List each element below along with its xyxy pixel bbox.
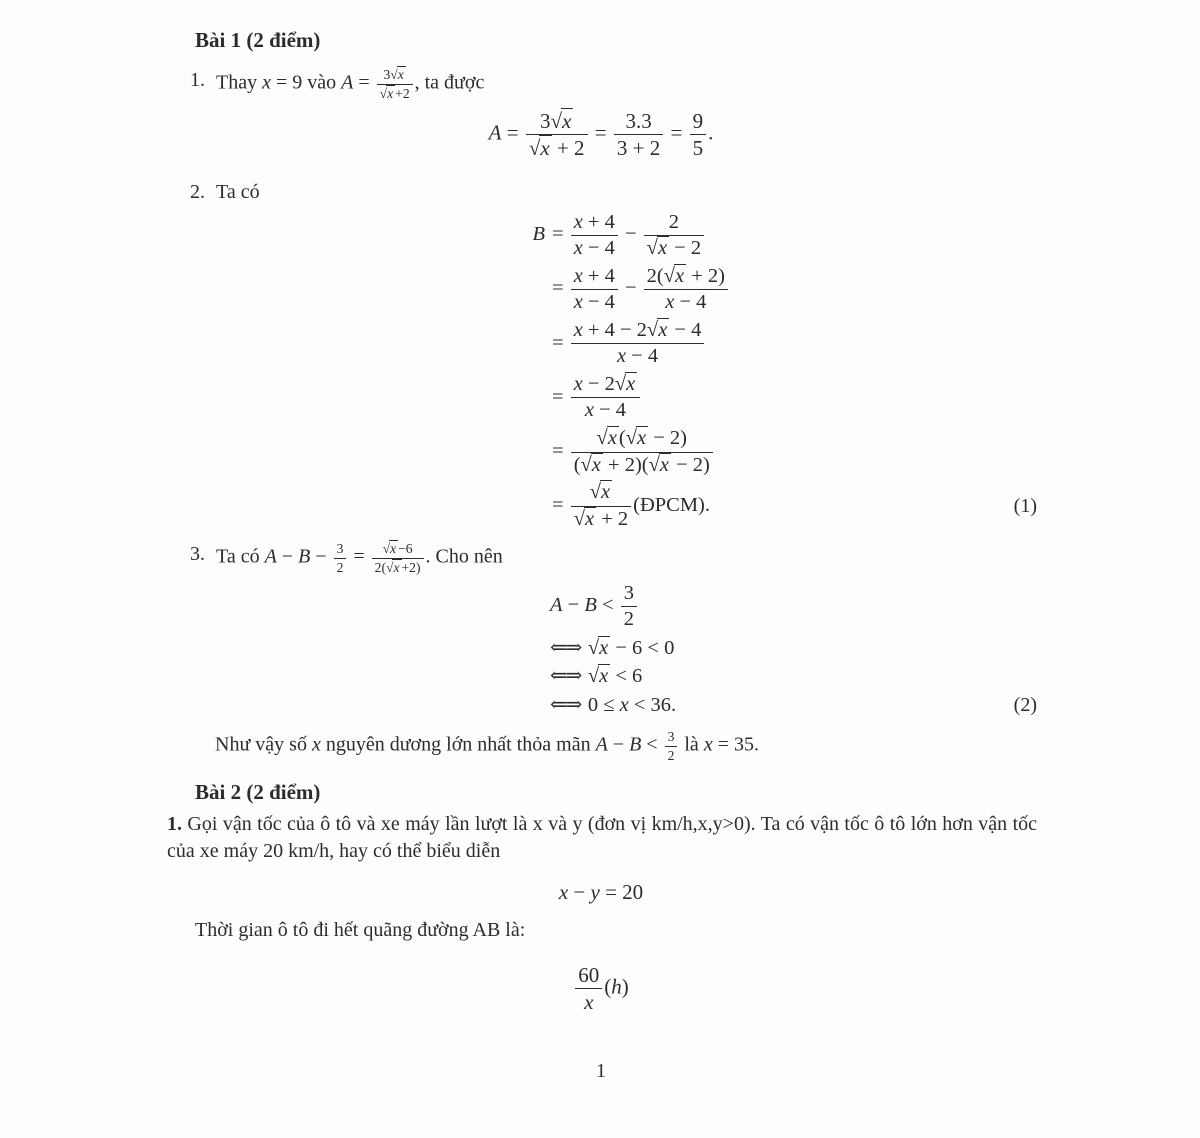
equation-row [523,427,1037,477]
equation-row [550,582,1037,632]
list-item-text: Thay x = 9 vào A = $\frac{3√x}{√x +2}$ , ta được [216,67,485,101]
sqrt-expression: √x [596,427,617,450]
sqrt-expression: √x [573,507,595,530]
equation-rhs: ⇐⇒ √x − 6 < 0 [550,636,675,659]
conclusion-sentence: Như vậy số x nguyên dương lớn nhất thỏa mãn A − B < $\frac{3}{2}$ là x = 35. [215,729,759,764]
equation-rhs: A − B < $\frac{3}{2}$ [550,594,639,616]
equation-row [550,693,1037,718]
equation-rhs: ⇐⇒ √x < 6 [550,665,643,688]
sqrt-expression: √x [587,636,609,659]
equation-rhs: ⇐⇒ 0 ≤ x < 36. [550,693,677,716]
fraction: $\frac{x + 4 - 2√x - 4}{x - 4}$ [571,319,705,369]
sqrt-expression: √x [580,453,601,476]
iff-arrow: ⇐⇒ [550,636,581,659]
radical-sign: √ [587,636,600,659]
radical-sign: √ [625,427,638,450]
radical-sign: √ [646,237,658,260]
list-item-text: Ta có [216,180,260,203]
aligned-inequality-block [550,582,1037,718]
sqrt-expression: √x [379,85,394,101]
iff-arrow: ⇐⇒ [550,693,581,716]
equation-row [523,319,1037,369]
sqrt-expression: √x [625,427,647,450]
sqrt-expression: √x [646,318,668,341]
fraction: $\frac{3.3}{3 + 2}$ [614,109,663,160]
equation-rhs: = $\frac{√x}{√x + 2}$ (ĐPCM). [552,481,711,530]
radical-sign: √ [382,541,391,557]
fraction: $\frac{x + 4}{x - 4}$ [571,265,618,315]
equation-row [550,636,1037,661]
display-equation-A: A = $\frac{3√x}{√x + 2}$ = $\frac{3.3}{3 + 2}$ = $\frac{9}{5}$ . [488,109,714,161]
equation-rhs: = $\frac{x + 4}{x - 4}$ − $\frac{2}{√x - 2}$ [552,223,706,245]
sqrt-expression: √x [648,453,669,476]
list-item-marker: 2. [190,180,205,203]
equation-rhs: = $\frac{√x(√x - 2)}{(√x + 2)(√x - 2)}$ [552,440,715,462]
paragraph-time: Thời gian ô tô đi hết quãng đường AB là: [195,919,526,942]
list-item-text: Ta có A − B − $\frac{3}{2}$ = $\frac{√x -6}{2(√x +2)}$ . Cho nên [216,541,503,575]
fraction: $\frac{3}{2}$ [621,582,637,632]
fraction: $\frac{60}{x}$ [575,963,602,1014]
sqrt-expression: √x [382,541,397,557]
equation-rhs: = $\frac{x + 4}{x - 4}$ − $\frac{2(√x + 2)}{x - 4}$ [552,277,730,299]
sqrt-expression: √x [390,67,404,82]
section-title-bai1: Bài 1 (2 điểm) [195,28,321,52]
list-item-marker: 3. [190,543,205,566]
radical-sign: √ [550,109,563,134]
sqrt-expression: √x [614,372,636,395]
sqrt-expression: √x [385,559,400,575]
fraction: $\frac{3}{2}$ [665,729,678,763]
radical-sign: √ [390,67,398,82]
fraction: $\frac{2}{√x - 2}$ [644,211,704,261]
sqrt-expression: √x [589,481,611,504]
equation-rhs: = $\frac{x + 4 - 2√x - 4}{x - 4}$ [552,332,706,354]
sqrt-expression: √x [550,109,572,134]
sqrt-expression: √x [646,237,668,260]
radical-sign: √ [573,507,585,530]
equation-rhs: = $\frac{x - 2√x}{x - 4}$ [552,386,642,408]
radical-sign: √ [379,85,388,101]
radical-sign: √ [663,264,676,287]
radical-sign: √ [648,453,660,476]
sqrt-expression: √x [587,665,609,688]
fraction: $\frac{√x(√x - 2)}{(√x + 2)(√x - 2)}$ [571,427,713,477]
radical-sign: √ [596,427,608,450]
iff-arrow: ⇐⇒ [550,665,581,688]
equation-tag: (2) [1013,694,1037,717]
display-equation-xy: x − y = 20 [558,879,644,904]
fraction: $\frac{x - 2√x}{x - 4}$ [571,373,641,423]
fraction: $\frac{9}{5}$ [690,109,707,160]
radical-sign: √ [528,136,541,161]
page-number: 1 [596,1060,606,1083]
section-title-bai2: Bài 2 (2 điểm) [195,779,321,804]
paragraph-bai2-1: 1. Gọi vận tốc của ô tô và xe máy lần lượt là x và y (đơn vị km/h,x,y>0). Ta có vận tốc ô tô lớn hơn vận tốc của xe máy 20 km/h, hay có thể biểu diễn [167,812,1037,863]
fraction: $\frac{3}{2}$ [334,541,347,575]
list-item-3 [190,541,1037,575]
fraction: $\frac{√x -6}{2(√x +2)}$ [372,541,424,575]
equation-row [523,265,1037,315]
equation-row [523,481,1037,531]
equation-tag: (1) [1013,495,1037,518]
radical-sign: √ [385,559,394,575]
sqrt-expression: √x [528,136,550,161]
radical-sign: √ [587,665,600,688]
fraction: $\frac{2(√x + 2)}{x - 4}$ [644,265,728,315]
list-item-marker: 1. [190,69,205,91]
equation-row [523,373,1037,423]
list-item-1 [190,67,1037,101]
aligned-derivation-B [523,211,1037,532]
list-item-2 [190,179,1037,205]
fraction: $\frac{x + 4}{x - 4}$ [571,211,618,261]
fraction: $\frac{3√x}{√x + 2}$ [526,109,588,160]
display-equation-time: $\frac{60}{x}$ (h) [165,963,1037,1014]
equation-lhs: B [532,223,545,246]
sqrt-expression: √x [663,264,685,287]
equation-row [523,211,1037,261]
fraction: $\frac{3√x}{√x +2}$ [377,67,413,101]
radical-sign: √ [646,318,659,341]
radical-sign: √ [580,453,592,476]
radical-sign: √ [614,372,627,395]
radical-sign: √ [589,481,601,504]
equation-row [550,664,1037,689]
fraction: $\frac{√x}{√x + 2}$ [571,481,631,531]
